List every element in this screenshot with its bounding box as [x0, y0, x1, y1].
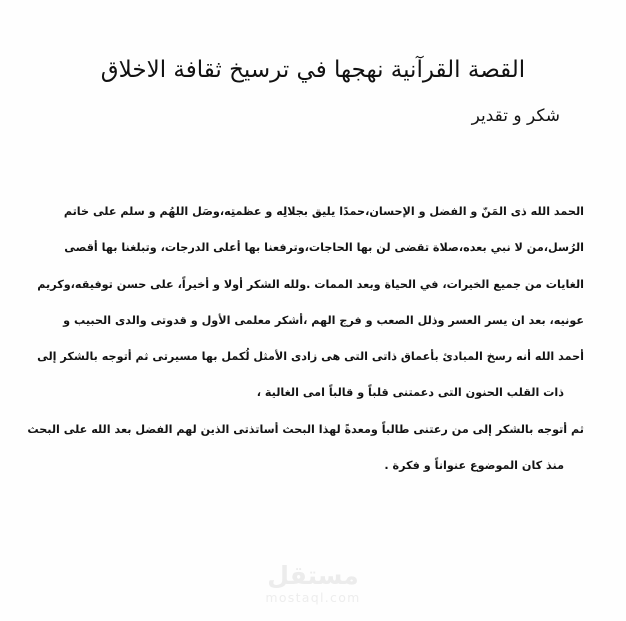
page-title: القصة القرآنية نهجها في ترسيخ ثقافة الاخلاق [100, 57, 526, 84]
body-line: ثم أتوجه بالشكر إلى من رعتنى طالباً ومعدةً لهذا البحث أساتذتى الذين لهم الفضل بعد الله على البحث [27, 422, 584, 436]
watermark-domain: mostaql.com [265, 590, 361, 605]
body-line: عونيه، بعد ان يسر العسر وذلل الصعب و فرج الهم ،أشكر معلمى الأول و قدوتى والدى الحبيب و [63, 313, 584, 327]
body-line: الحمد الله ذى المَنّ و الفضل و الإحسان،حمدًا يليق بجلالِه و عظمتِه،وصَل اللهُم و سلم على خاتم [63, 205, 584, 218]
section-heading-acknowledgement: شكر و تقدير [471, 106, 560, 126]
watermark-arabic-logo: مستقل [267, 560, 359, 590]
body-text [27, 194, 584, 484]
body-line: ذات القلب الحنون التى دعمتنى قلباً و قالباً امى الغالية ، [256, 386, 564, 400]
body-line: الغايات من جميع الخيرات، في الحياة وبعد الممات .ولله الشكر أولا و أخيراً، على حسن توفيقه،وكريم [37, 277, 584, 291]
body-line: منذ كان الموضوع عنواناً و فكرة . [384, 459, 564, 473]
body-line: أحمد الله أنه رسخ المبادئ بأعماق ذاتى التى هى زادى الأمثل لُكمل بها مسيرتى ثم أتوجه بالشكر إلى [37, 350, 584, 364]
watermark [0, 560, 626, 605]
body-line: الرُسل،من لا نبي بعده،صلاة تقضى لن بها الحاجات،وترفعنا بها أعلى الدرجات، وتبلغنا بها أقصى [64, 241, 584, 255]
